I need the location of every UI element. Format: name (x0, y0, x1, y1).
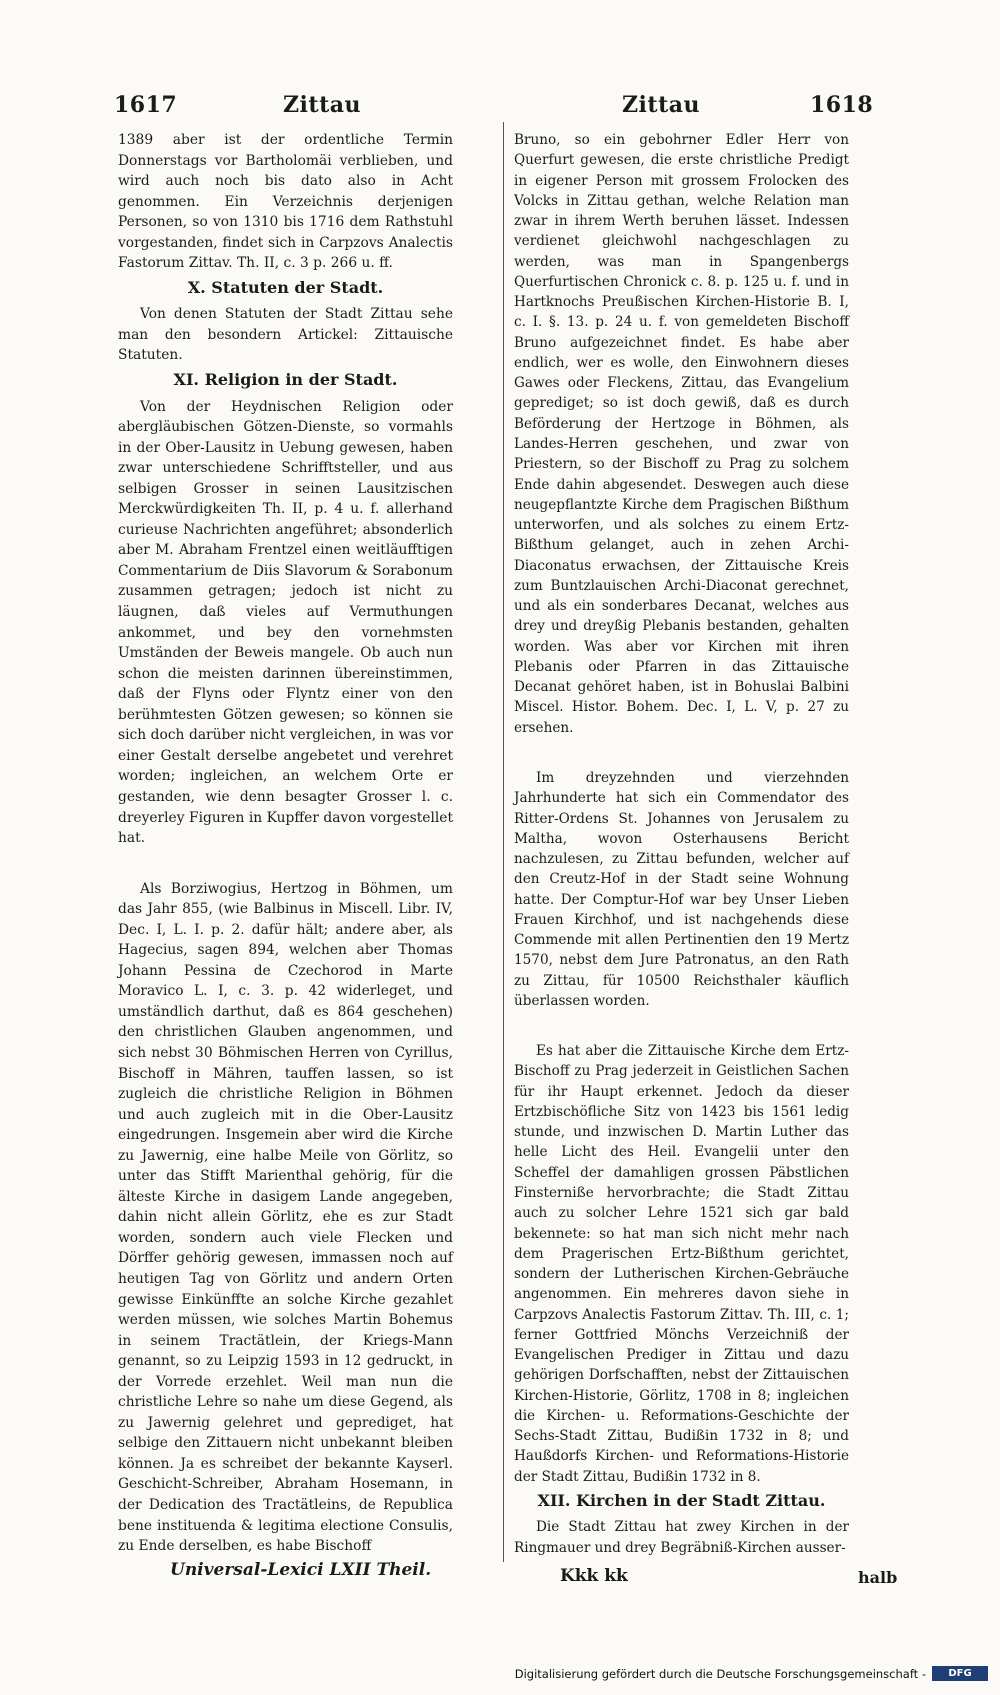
dfg-logo: DFG (932, 1666, 988, 1681)
right-running-title: Zittau (622, 92, 700, 118)
paragraph-gap (118, 849, 453, 879)
signature-mark: Kkk kk (560, 1566, 628, 1586)
left-running-title: Zittau (283, 92, 361, 118)
paragraph-gap (514, 1011, 849, 1041)
paragraph: Im dreyzehnden und vierzehnden Jahrhunderte hat sich ein Commendator des Ritter-Ordens St. Johannes von Jerusalem zu Maltha, wovon Osterhausens Bericht nachzulesen, zu Zittau befunden, welcher auf den Creutz-Hof in der Stadt seine Wohnung hatte. Der Comptur-Hof war bey Unser Lieben Frauen Kirchhof, und ist nachgehends diese Commende mit allen Pertinentien den 19 Mertz 1570, nebst dem Jure Patronatus, an den Rath zu Zittau, für 10500 Reichsthaler käuflich überlassen worden. (514, 769, 849, 1009)
volume-footer: Universal-Lexici LXII Theil. (170, 1560, 432, 1580)
left-text-column (118, 130, 453, 1557)
section-heading: XI. Religion in der Stadt. (173, 370, 398, 390)
catchword: halb (858, 1568, 898, 1587)
paragraph: Die Stadt Zittau hat zwey Kirchen in der Ringmauer und drey Begräbniß-Kirchen ausser- (514, 1519, 849, 1556)
paragraph: Bruno, so ein gebohrner Edler Herr von Querfurt gewesen, die erste christliche Predigt in eigener Person mit grossem Frolocken des Volcks in Zittau gethan, welche Relation man zwar in ihrem Werth beruhen lässet. Indessen verdienet gleichwohl nachgeschlagen zu werden, was man in Spangenbergs Querfurtischen Chronick c. 8. p. 125 u. f. und in Hartknochs Preußischen Kirchen-Historie B. I, c. I. §. 13. p. 24 u. f. von gemeldeten Bischoff Bruno aufgezeichnet findet. Es habe aber endlich, wer es wolle, den Einwohnern dieses Gawes oder Fleckens, Zittau, das Evangelium geprediget; so ist doch gewiß, daß es durch Beförderung der Hertzoge in Böhmen, als Landes-Herren geschehen, und zwar von Priestern, so der Bischoff zu Prag zu solchem Ende dahin abgesendet. Deswegen auch diese neugepflantzte Kirche dem Pragischen Bißthum unterworfen, und als solches zu einem Ertz-Bißthum gelanget, auch in zehen Archi-Diaconatus erwachsen, der Zittauische Kreis zum Buntzlauischen Archi-Diaconat gerechnet, und als ein sonderbares Decanat, welches aus drey und dreyßig Plebanis bestanden, gehalten worden. Was aber vor Kirchen mit ihren Plebanis oder Pfarren in das Zittauische Decanat gehöret haben, ist in Bohuslai Balbini Miscel. Histor. Bohem. Dec. I, L. V, p. 27 zu ersehen. (514, 132, 849, 736)
paragraph: Von denen Statuten der Stadt Zittau sehe man den besondern Artickel: Zittauische Statuten. (118, 306, 453, 364)
paragraph-gap (514, 738, 849, 768)
paragraph: Von der Heydnischen Religion oder abergläubischen Götzen-Dienste, so vormahls in der Ober-Lausitz in Uebung gewesen, haben zwar unterschiedene Schrifftsteller, und aus selbigen Grosser in seinen Lausitzischen Merckwürdigkeiten Th. II, p. 4 u. f. allerhand curieuse Nachrichten angeführet; absonderlich aber M. Abraham Frentzel einen weitläufftigen Commentarium de Diis Slavorum & Sorabonum zusammen getragen; jedoch ist nicht zu läugnen, daß vieles auf Vermuthungen ankommet, und bey den vornehmsten Umständen der Beweis mangele. Ob auch nun schon die meisten darinnen übereinstimmen, daß der Flyns oder Flyntz einer von den berühmtesten Götzen gewesen; so können sie sich doch darüber nicht vergleichen, in was vor einer Gestalt derselbe angebetet und verehret worden; ingleichen, an welchem Orte er gestanden, wie denn besagter Grosser l. c. dreyerley Figuren in Kupffer davon vorgestellet hat. (118, 398, 453, 847)
left-page-number: 1617 (114, 92, 178, 118)
paragraph: Es hat aber die Zittauische Kirche dem Ertz-Bischoff zu Prag jederzeit in Geistlichen Sachen für ihr Haupt erkennet. Jedoch da dieser Ertzbischöfliche Sitz von 1423 bis 1561 ledig stunde, und inzwischen D. Martin Luther das helle Licht des Heil. Evangelii unter den Scheffel der damahligen grossen Päbstlichen Finsterniße hervorbrachte; die Stadt Zittau auch zu solcher Lehre 1521 sich gar bald bekennete: so hat man sich nicht mehr nach dem Pragerischen Ertz-Bißthum gerichtet, sondern der Lutherischen Kirchen-Gebräuche angenommen. Ein mehreres davon siehe in Carpzovs Analectis Fastorum Zittav. Th. III, c. 1; ferner Gottfried Mönchs Verzeichniß der Evangelischen Prediger in Zittau und dazu gehörigen Dorfschafften, nebst der Zittauischen Kirchen-Historie, Görlitz, 1708 in 8; ingleichen die Kirchen- u. Reformations-Geschichte der Sechs-Stadt Zittau, Budißin 1732 in 8; und Haußdorfs Kirchen- und Reformations-Historie der Stadt Zittau, Budißin 1732 in 8. (514, 1043, 849, 1485)
paragraph: Als Borziwogius, Hertzog in Böhmen, um das Jahr 855, (wie Balbinus in Miscell. Libr. IV, Dec. I, L. I. p. 2. dafür hält; andere aber, als Hagecius, sagen 894, welchen aber Thomas Johann Pessina de Czechorod in Marte Moravico L. I, c. 3. p. 42 widerleget, und umständlich darthut, daß es 864 geschehen) den christlichen Glauben angenommen, und sich nebst 30 Böhmischen Herren von Cyrillus, Bischoff in Mähren, tauffen lassen, so ist zugleich die christliche Religion in Böhmen und auch zugleich mit in die Ober-Lausitz eingedrungen. Insgemein aber wird die Kirche zu Jawernig, eine halbe Meile von Görlitz, so unter das Stifft Marienthal gehörig, für die älteste Kirche in dasigem Lande angegeben, dahin nicht allein Görlitz, ehe es zur Stadt worden, sondern auch viele Flecken und Dörffer gehörig gewesen, immassen noch auf heutigen Tag von Görlitz und andern Orten gewisse Einkünffte an solche Kirche gezahlet werden müssen, wie solches Martin Bohemus in seinem Tractätlein, der Kriegs-Mann genannt, so zu Leipzig 1593 in 12 gedruckt, in der Vorrede erzehlet. Weil man nun die christliche Lehre so nahe um diese Gegend, als zu Jawernig gelehret und geprediget, hat selbige den Zittauern nicht unbekannt bleiben können. Ja es schreibet der bekannte Kayserl. Geschicht-Schreiber, Abraham Hosemann, in der Dedication des Tractätleins, de Republica bene instituenda & legitima electione Consulis, zu Ende derselben, es habe Bischoff (118, 880, 453, 1555)
right-page-number: 1618 (810, 92, 874, 118)
section-heading: X. Statuten der Stadt. (187, 277, 384, 297)
section-heading: XII. Kirchen in der Stadt Zittau. (537, 1491, 826, 1510)
column-divider (503, 122, 504, 1562)
paragraph: 1389 aber ist der ordentliche Termin Donnerstags vor Bartholomäi verblieben, und wird auch noch bis dato also in Acht genommen. Ein Verzeichnis derjenigen Personen, so von 1310 bis 1716 dem Rathstuhl vorgestanden, findet sich in Carpzovs Analectis Fastorum Zittav. Th. II, c. 3 p. 266 u. ff. (118, 132, 453, 272)
right-text-column (514, 130, 849, 1558)
digitization-credit: Digitalisierung gefördert durch die Deutsche Forschungsgemeinschaft - (514, 1667, 926, 1681)
